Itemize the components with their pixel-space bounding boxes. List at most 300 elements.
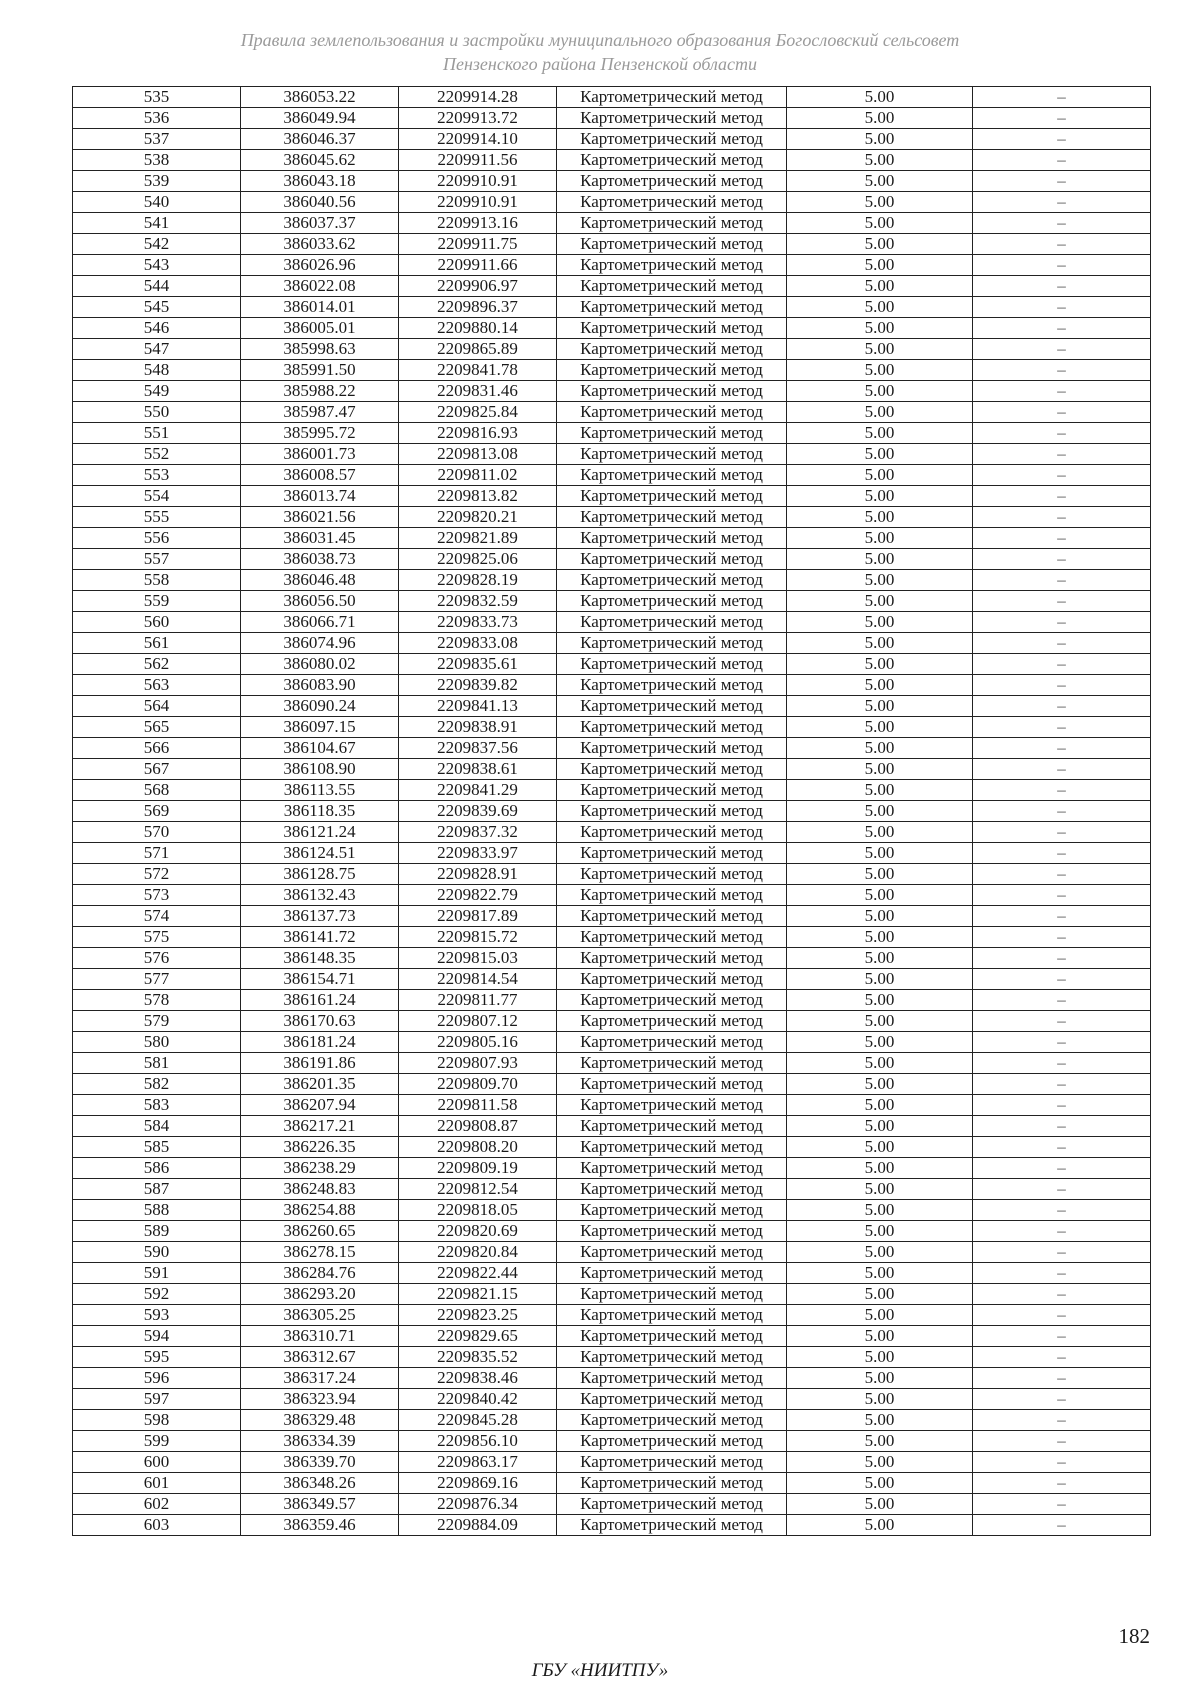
y-coordinate-cell: 2209833.08	[399, 633, 557, 654]
method-cell: Картометрический метод	[557, 150, 787, 171]
table-row	[73, 381, 1151, 402]
note-cell: –	[973, 1179, 1151, 1200]
y-coordinate-cell: 2209838.91	[399, 717, 557, 738]
y-coordinate-cell: 2209805.16	[399, 1032, 557, 1053]
point-number-cell: 550	[73, 402, 241, 423]
x-coordinate-cell: 386226.35	[241, 1137, 399, 1158]
x-coordinate-cell: 385995.72	[241, 423, 399, 444]
note-cell: –	[973, 675, 1151, 696]
note-cell: –	[973, 171, 1151, 192]
method-cell: Картометрический метод	[557, 1515, 787, 1536]
note-cell: –	[973, 1137, 1151, 1158]
point-number-cell: 603	[73, 1515, 241, 1536]
method-cell: Картометрический метод	[557, 1074, 787, 1095]
table-row	[73, 1431, 1151, 1452]
y-coordinate-cell: 2209811.58	[399, 1095, 557, 1116]
note-cell: –	[973, 444, 1151, 465]
method-cell: Картометрический метод	[557, 717, 787, 738]
x-coordinate-cell: 386104.67	[241, 738, 399, 759]
method-cell: Картометрический метод	[557, 738, 787, 759]
point-number-cell: 568	[73, 780, 241, 801]
y-coordinate-cell: 2209856.10	[399, 1431, 557, 1452]
method-cell: Картометрический метод	[557, 171, 787, 192]
x-coordinate-cell: 386248.83	[241, 1179, 399, 1200]
note-cell: –	[973, 381, 1151, 402]
accuracy-cell: 5.00	[787, 528, 973, 549]
note-cell: –	[973, 843, 1151, 864]
accuracy-cell: 5.00	[787, 87, 973, 108]
method-cell: Картометрический метод	[557, 759, 787, 780]
note-cell: –	[973, 1431, 1151, 1452]
point-number-cell: 566	[73, 738, 241, 759]
table-row	[73, 591, 1151, 612]
y-coordinate-cell: 2209809.19	[399, 1158, 557, 1179]
x-coordinate-cell: 386008.57	[241, 465, 399, 486]
y-coordinate-cell: 2209913.72	[399, 108, 557, 129]
x-coordinate-cell: 386201.35	[241, 1074, 399, 1095]
method-cell: Картометрический метод	[557, 696, 787, 717]
note-cell: –	[973, 738, 1151, 759]
accuracy-cell: 5.00	[787, 171, 973, 192]
accuracy-cell: 5.00	[787, 1179, 973, 1200]
table-row	[73, 234, 1151, 255]
table-row	[73, 255, 1151, 276]
y-coordinate-cell: 2209816.93	[399, 423, 557, 444]
point-number-cell: 602	[73, 1494, 241, 1515]
method-cell: Картометрический метод	[557, 612, 787, 633]
accuracy-cell: 5.00	[787, 1011, 973, 1032]
note-cell: –	[973, 1242, 1151, 1263]
accuracy-cell: 5.00	[787, 1053, 973, 1074]
accuracy-cell: 5.00	[787, 339, 973, 360]
method-cell: Картометрический метод	[557, 486, 787, 507]
table-row	[73, 822, 1151, 843]
accuracy-cell: 5.00	[787, 381, 973, 402]
note-cell: –	[973, 759, 1151, 780]
table-row	[73, 780, 1151, 801]
point-number-cell: 542	[73, 234, 241, 255]
x-coordinate-cell: 386132.43	[241, 885, 399, 906]
method-cell: Картометрический метод	[557, 360, 787, 381]
method-cell: Картометрический метод	[557, 402, 787, 423]
accuracy-cell: 5.00	[787, 801, 973, 822]
method-cell: Картометрический метод	[557, 780, 787, 801]
x-coordinate-cell: 386113.55	[241, 780, 399, 801]
x-coordinate-cell: 386312.67	[241, 1347, 399, 1368]
y-coordinate-cell: 2209813.82	[399, 486, 557, 507]
note-cell: –	[973, 339, 1151, 360]
note-cell: –	[973, 1200, 1151, 1221]
table-row	[73, 1389, 1151, 1410]
accuracy-cell: 5.00	[787, 1326, 973, 1347]
table-row	[73, 1326, 1151, 1347]
point-number-cell: 545	[73, 297, 241, 318]
y-coordinate-cell: 2209839.82	[399, 675, 557, 696]
x-coordinate-cell: 386013.74	[241, 486, 399, 507]
table-row	[73, 990, 1151, 1011]
point-number-cell: 547	[73, 339, 241, 360]
y-coordinate-cell: 2209828.19	[399, 570, 557, 591]
accuracy-cell: 5.00	[787, 1452, 973, 1473]
method-cell: Картометрический метод	[557, 864, 787, 885]
x-coordinate-cell: 386026.96	[241, 255, 399, 276]
y-coordinate-cell: 2209863.17	[399, 1452, 557, 1473]
accuracy-cell: 5.00	[787, 1431, 973, 1452]
table-row	[73, 87, 1151, 108]
table-row	[73, 129, 1151, 150]
table-row	[73, 402, 1151, 423]
method-cell: Картометрический метод	[557, 591, 787, 612]
note-cell: –	[973, 129, 1151, 150]
point-number-cell: 595	[73, 1347, 241, 1368]
note-cell: –	[973, 1452, 1151, 1473]
note-cell: –	[973, 654, 1151, 675]
accuracy-cell: 5.00	[787, 654, 973, 675]
coordinates-table-body	[73, 87, 1151, 1536]
x-coordinate-cell: 386141.72	[241, 927, 399, 948]
table-row	[73, 318, 1151, 339]
note-cell: –	[973, 990, 1151, 1011]
x-coordinate-cell: 386074.96	[241, 633, 399, 654]
x-coordinate-cell: 385988.22	[241, 381, 399, 402]
x-coordinate-cell: 386154.71	[241, 969, 399, 990]
accuracy-cell: 5.00	[787, 675, 973, 696]
point-number-cell: 558	[73, 570, 241, 591]
accuracy-cell: 5.00	[787, 864, 973, 885]
point-number-cell: 579	[73, 1011, 241, 1032]
accuracy-cell: 5.00	[787, 822, 973, 843]
method-cell: Картометрический метод	[557, 507, 787, 528]
table-row	[73, 1158, 1151, 1179]
table-row	[73, 1116, 1151, 1137]
point-number-cell: 563	[73, 675, 241, 696]
accuracy-cell: 5.00	[787, 927, 973, 948]
point-number-cell: 592	[73, 1284, 241, 1305]
table-row	[73, 1200, 1151, 1221]
note-cell: –	[973, 591, 1151, 612]
x-coordinate-cell: 386040.56	[241, 192, 399, 213]
method-cell: Картометрический метод	[557, 1263, 787, 1284]
method-cell: Картометрический метод	[557, 108, 787, 129]
point-number-cell: 543	[73, 255, 241, 276]
y-coordinate-cell: 2209811.02	[399, 465, 557, 486]
accuracy-cell: 5.00	[787, 990, 973, 1011]
y-coordinate-cell: 2209820.69	[399, 1221, 557, 1242]
point-number-cell: 557	[73, 549, 241, 570]
table-row	[73, 633, 1151, 654]
point-number-cell: 587	[73, 1179, 241, 1200]
point-number-cell: 599	[73, 1431, 241, 1452]
y-coordinate-cell: 2209813.08	[399, 444, 557, 465]
point-number-cell: 596	[73, 1368, 241, 1389]
accuracy-cell: 5.00	[787, 759, 973, 780]
method-cell: Картометрический метод	[557, 1368, 787, 1389]
method-cell: Картометрический метод	[557, 1305, 787, 1326]
table-row	[73, 1410, 1151, 1431]
point-number-cell: 561	[73, 633, 241, 654]
method-cell: Картометрический метод	[557, 843, 787, 864]
method-cell: Картометрический метод	[557, 1431, 787, 1452]
table-row	[73, 1053, 1151, 1074]
y-coordinate-cell: 2209820.84	[399, 1242, 557, 1263]
point-number-cell: 578	[73, 990, 241, 1011]
point-number-cell: 589	[73, 1221, 241, 1242]
method-cell: Картометрический метод	[557, 822, 787, 843]
table-row	[73, 570, 1151, 591]
x-coordinate-cell: 386334.39	[241, 1431, 399, 1452]
accuracy-cell: 5.00	[787, 192, 973, 213]
y-coordinate-cell: 2209825.84	[399, 402, 557, 423]
accuracy-cell: 5.00	[787, 213, 973, 234]
x-coordinate-cell: 386038.73	[241, 549, 399, 570]
y-coordinate-cell: 2209896.37	[399, 297, 557, 318]
table-row	[73, 1137, 1151, 1158]
table-row	[73, 927, 1151, 948]
method-cell: Картометрический метод	[557, 633, 787, 654]
y-coordinate-cell: 2209839.69	[399, 801, 557, 822]
point-number-cell: 582	[73, 1074, 241, 1095]
accuracy-cell: 5.00	[787, 696, 973, 717]
note-cell: –	[973, 1326, 1151, 1347]
y-coordinate-cell: 2209831.46	[399, 381, 557, 402]
accuracy-cell: 5.00	[787, 507, 973, 528]
y-coordinate-cell: 2209884.09	[399, 1515, 557, 1536]
accuracy-cell: 5.00	[787, 360, 973, 381]
x-coordinate-cell: 386005.01	[241, 318, 399, 339]
y-coordinate-cell: 2209913.16	[399, 213, 557, 234]
method-cell: Картометрический метод	[557, 969, 787, 990]
note-cell: –	[973, 633, 1151, 654]
point-number-cell: 553	[73, 465, 241, 486]
x-coordinate-cell: 386191.86	[241, 1053, 399, 1074]
page-number: 182	[1118, 1624, 1150, 1648]
note-cell: –	[973, 276, 1151, 297]
point-number-cell: 594	[73, 1326, 241, 1347]
y-coordinate-cell: 2209815.72	[399, 927, 557, 948]
method-cell: Картометрический метод	[557, 1095, 787, 1116]
method-cell: Картометрический метод	[557, 234, 787, 255]
point-number-cell: 601	[73, 1473, 241, 1494]
method-cell: Картометрический метод	[557, 1326, 787, 1347]
point-number-cell: 580	[73, 1032, 241, 1053]
y-coordinate-cell: 2209832.59	[399, 591, 557, 612]
x-coordinate-cell: 386128.75	[241, 864, 399, 885]
note-cell: –	[973, 108, 1151, 129]
y-coordinate-cell: 2209809.70	[399, 1074, 557, 1095]
method-cell: Картометрический метод	[557, 339, 787, 360]
point-number-cell: 559	[73, 591, 241, 612]
method-cell: Картометрический метод	[557, 528, 787, 549]
table-row	[73, 843, 1151, 864]
point-number-cell: 583	[73, 1095, 241, 1116]
note-cell: –	[973, 1305, 1151, 1326]
point-number-cell: 577	[73, 969, 241, 990]
note-cell: –	[973, 1116, 1151, 1137]
y-coordinate-cell: 2209876.34	[399, 1494, 557, 1515]
method-cell: Картометрический метод	[557, 1410, 787, 1431]
method-cell: Картометрический метод	[557, 1494, 787, 1515]
y-coordinate-cell: 2209808.87	[399, 1116, 557, 1137]
y-coordinate-cell: 2209812.54	[399, 1179, 557, 1200]
table-row	[73, 171, 1151, 192]
y-coordinate-cell: 2209838.61	[399, 759, 557, 780]
y-coordinate-cell: 2209841.78	[399, 360, 557, 381]
note-cell: –	[973, 612, 1151, 633]
point-number-cell: 560	[73, 612, 241, 633]
accuracy-cell: 5.00	[787, 906, 973, 927]
note-cell: –	[973, 87, 1151, 108]
table-row	[73, 906, 1151, 927]
y-coordinate-cell: 2209835.52	[399, 1347, 557, 1368]
point-number-cell: 537	[73, 129, 241, 150]
method-cell: Картометрический метод	[557, 297, 787, 318]
method-cell: Картометрический метод	[557, 801, 787, 822]
note-cell: –	[973, 1011, 1151, 1032]
table-row	[73, 108, 1151, 129]
method-cell: Картометрический метод	[557, 990, 787, 1011]
x-coordinate-cell: 386207.94	[241, 1095, 399, 1116]
table-row	[73, 1494, 1151, 1515]
y-coordinate-cell: 2209837.56	[399, 738, 557, 759]
accuracy-cell: 5.00	[787, 1221, 973, 1242]
table-row	[73, 1263, 1151, 1284]
x-coordinate-cell: 386217.21	[241, 1116, 399, 1137]
note-cell: –	[973, 234, 1151, 255]
point-number-cell: 551	[73, 423, 241, 444]
note-cell: –	[973, 402, 1151, 423]
point-number-cell: 540	[73, 192, 241, 213]
note-cell: –	[973, 1515, 1151, 1536]
x-coordinate-cell: 386021.56	[241, 507, 399, 528]
table-row	[73, 654, 1151, 675]
y-coordinate-cell: 2209811.77	[399, 990, 557, 1011]
x-coordinate-cell: 386323.94	[241, 1389, 399, 1410]
y-coordinate-cell: 2209820.21	[399, 507, 557, 528]
x-coordinate-cell: 386097.15	[241, 717, 399, 738]
table-row	[73, 675, 1151, 696]
note-cell: –	[973, 486, 1151, 507]
note-cell: –	[973, 1053, 1151, 1074]
point-number-cell: 536	[73, 108, 241, 129]
accuracy-cell: 5.00	[787, 255, 973, 276]
point-number-cell: 588	[73, 1200, 241, 1221]
note-cell: –	[973, 801, 1151, 822]
x-coordinate-cell: 386031.45	[241, 528, 399, 549]
point-number-cell: 544	[73, 276, 241, 297]
point-number-cell: 556	[73, 528, 241, 549]
method-cell: Картометрический метод	[557, 1347, 787, 1368]
note-cell: –	[973, 465, 1151, 486]
accuracy-cell: 5.00	[787, 276, 973, 297]
accuracy-cell: 5.00	[787, 402, 973, 423]
x-coordinate-cell: 386014.01	[241, 297, 399, 318]
x-coordinate-cell: 386056.50	[241, 591, 399, 612]
table-row	[73, 528, 1151, 549]
y-coordinate-cell: 2209841.29	[399, 780, 557, 801]
accuracy-cell: 5.00	[787, 738, 973, 759]
point-number-cell: 548	[73, 360, 241, 381]
x-coordinate-cell: 386090.24	[241, 696, 399, 717]
method-cell: Картометрический метод	[557, 1053, 787, 1074]
x-coordinate-cell: 386066.71	[241, 612, 399, 633]
x-coordinate-cell: 386046.48	[241, 570, 399, 591]
method-cell: Картометрический метод	[557, 1452, 787, 1473]
y-coordinate-cell: 2209869.16	[399, 1473, 557, 1494]
method-cell: Картометрический метод	[557, 675, 787, 696]
accuracy-cell: 5.00	[787, 570, 973, 591]
y-coordinate-cell: 2209828.91	[399, 864, 557, 885]
point-number-cell: 538	[73, 150, 241, 171]
page-header	[0, 28, 1200, 76]
table-row	[73, 885, 1151, 906]
x-coordinate-cell: 386317.24	[241, 1368, 399, 1389]
note-cell: –	[973, 1032, 1151, 1053]
table-row	[73, 1473, 1151, 1494]
note-cell: –	[973, 570, 1151, 591]
x-coordinate-cell: 386161.24	[241, 990, 399, 1011]
x-coordinate-cell: 386001.73	[241, 444, 399, 465]
table-row	[73, 696, 1151, 717]
method-cell: Картометрический метод	[557, 1473, 787, 1494]
method-cell: Картометрический метод	[557, 1221, 787, 1242]
table-row	[73, 612, 1151, 633]
accuracy-cell: 5.00	[787, 1074, 973, 1095]
y-coordinate-cell: 2209906.97	[399, 276, 557, 297]
point-number-cell: 576	[73, 948, 241, 969]
note-cell: –	[973, 822, 1151, 843]
method-cell: Картометрический метод	[557, 1137, 787, 1158]
note-cell: –	[973, 864, 1151, 885]
note-cell: –	[973, 1095, 1151, 1116]
method-cell: Картометрический метод	[557, 423, 787, 444]
note-cell: –	[973, 549, 1151, 570]
accuracy-cell: 5.00	[787, 1032, 973, 1053]
y-coordinate-cell: 2209911.75	[399, 234, 557, 255]
method-cell: Картометрический метод	[557, 192, 787, 213]
x-coordinate-cell: 386022.08	[241, 276, 399, 297]
accuracy-cell: 5.00	[787, 633, 973, 654]
note-cell: –	[973, 1347, 1151, 1368]
x-coordinate-cell: 386045.62	[241, 150, 399, 171]
table-row	[73, 759, 1151, 780]
table-row	[73, 360, 1151, 381]
accuracy-cell: 5.00	[787, 591, 973, 612]
note-cell: –	[973, 1284, 1151, 1305]
point-number-cell: 562	[73, 654, 241, 675]
point-number-cell: 546	[73, 318, 241, 339]
x-coordinate-cell: 386339.70	[241, 1452, 399, 1473]
point-number-cell: 549	[73, 381, 241, 402]
header-title-line2: Пензенского района Пензенской области	[442, 54, 758, 74]
x-coordinate-cell: 386080.02	[241, 654, 399, 675]
coordinates-table	[72, 86, 1151, 1536]
y-coordinate-cell: 2209911.56	[399, 150, 557, 171]
note-cell: –	[973, 780, 1151, 801]
table-row	[73, 1179, 1151, 1200]
note-cell: –	[973, 423, 1151, 444]
accuracy-cell: 5.00	[787, 1515, 973, 1536]
accuracy-cell: 5.00	[787, 1473, 973, 1494]
accuracy-cell: 5.00	[787, 549, 973, 570]
table-row	[73, 801, 1151, 822]
table-row	[73, 339, 1151, 360]
x-coordinate-cell: 386305.25	[241, 1305, 399, 1326]
point-number-cell: 539	[73, 171, 241, 192]
point-number-cell: 535	[73, 87, 241, 108]
x-coordinate-cell: 386108.90	[241, 759, 399, 780]
point-number-cell: 565	[73, 717, 241, 738]
table-row	[73, 1074, 1151, 1095]
